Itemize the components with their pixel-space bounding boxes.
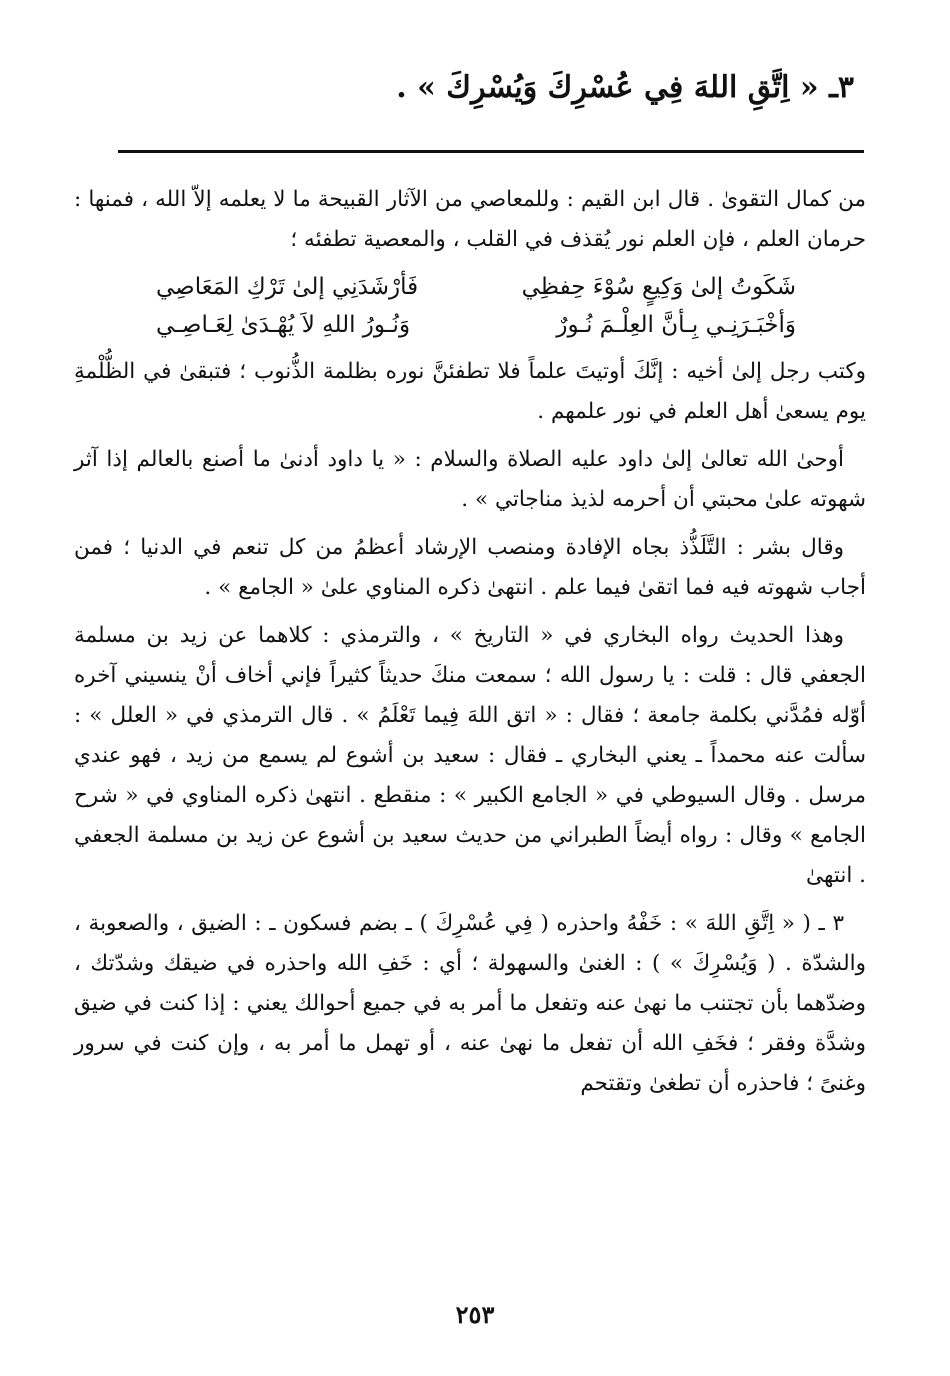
- body-text: [74, 180, 866, 1112]
- verse-hemistich-second: فَأرْشَدَنِي إلىٰ تَرْكِ المَعَاصِي: [156, 274, 419, 300]
- header-title: ٣ـ « اِتَّقِ اللهَ فِي عُسْرِكَ وَيُسْرِكَ » .: [396, 70, 854, 105]
- page-number: ٢٥٣: [455, 1300, 495, 1329]
- verse-line: [156, 268, 796, 306]
- paragraph: أوحىٰ الله تعالىٰ إلىٰ داود عليه الصلاة والسلام : « يا داود أدنىٰ ما أصنع بالعالم إذا آثر شهوته علىٰ محبتي أن أحرمه لذيذ مناجاتي » .: [74, 447, 866, 512]
- paragraph: وكتب رجل إلىٰ أخيه : إنَّكَ أوتيتَ علماً فلا تطفئنَّ نوره بظلمة الذُّنوب ؛ فتبقىٰ في الظُّلْمةِ يوم يسعىٰ أهل العلم في نور علمهم .: [74, 359, 866, 424]
- verse-line: [156, 306, 796, 344]
- verse-hemistich-second: وَنُـورُ اللهِ لاَ يُهْـدَىٰ لِعَـاصِـي: [156, 312, 411, 338]
- commentary-paragraph: ٣ ـ ( « اِتَّقِ اللهَ » : خَفْهُ واحذره ( فِي عُسْرِكَ ) ـ بضم فسكون ـ : الضيق ، والصعوبة ، والشدّة . ( وَيُسْرِكَ » ) : الغنىٰ والسهولة ؛ أي : خَفِ الله واحذره في ضيقك وشدّتك ، وضدّهما بأن تجتنب ما نهىٰ عنه وتفعل ما أمر به في جميع أحوالك يعني : إذا كنت في ضيق وشدَّة وفقر ؛ فخَفِ الله أن تفعل ما نهىٰ عنه ، أو تهمل ما أمر به ، وإن كنت في سرور وغنىً ؛ فاحذره أن تطغىٰ وتقتحم: [74, 911, 866, 1096]
- paragraph: وقال بشر : التَّلَذُّذ بجاه الإفادة ومنصب الإرشاد أعظمُ من كل تنعم في الدنيا ؛ فمن أجاب شهوته فيه فما اتقىٰ فيما علم . انتهىٰ ذكره المناوي علىٰ « الجامع » .: [74, 535, 866, 600]
- poem-verse: [156, 268, 796, 344]
- verse-hemistich-first: شَكَوتُ إلىٰ وَكِيعٍ سُوْءَ حِفظِي: [521, 274, 796, 300]
- paragraph: من كمال التقوىٰ . قال ابن القيم : وللمعاصي من الآثار القبيحة ما لا يعلمه إلاّ الله ، فمنها : حرمان العلم ، فإن العلم نور يُقذف في القلب ، والمعصية تطفئه ؛: [74, 187, 866, 252]
- header-rule: [118, 150, 864, 153]
- verse-hemistich-first: وَأخْبَـرَنِـي بِـأنَّ العِلْـمَ نُـورٌ: [556, 312, 796, 338]
- paragraph: وهذا الحديث رواه البخاري في « التاريخ » ، والترمذي : كلاهما عن زيد بن مسلمة الجعفي قال : قلت : يا رسول الله ؛ سمعت منكَ حديثاً كثيراً فإني أخاف أنْ ينسيني آخره أوّله فمُدَّني بكلمة جامعة ؛ فقال : « اتق اللهَ فِيما تَعْلَمُ » . قال الترمذي في « العلل » : سألت عنه محمداً ـ يعني البخاري ـ فقال : سعيد بن أشوع لم يسمع من زيد ، فهو عندي مرسل . وقال السيوطي في « الجامع الكبير » : منقطع . انتهىٰ ذكره المناوي في « شرح الجامع » وقال : رواه أيضاً الطبراني من حديث سعيد بن أشوع عن زيد بن مسلمة الجعفي . انتهىٰ: [74, 623, 866, 888]
